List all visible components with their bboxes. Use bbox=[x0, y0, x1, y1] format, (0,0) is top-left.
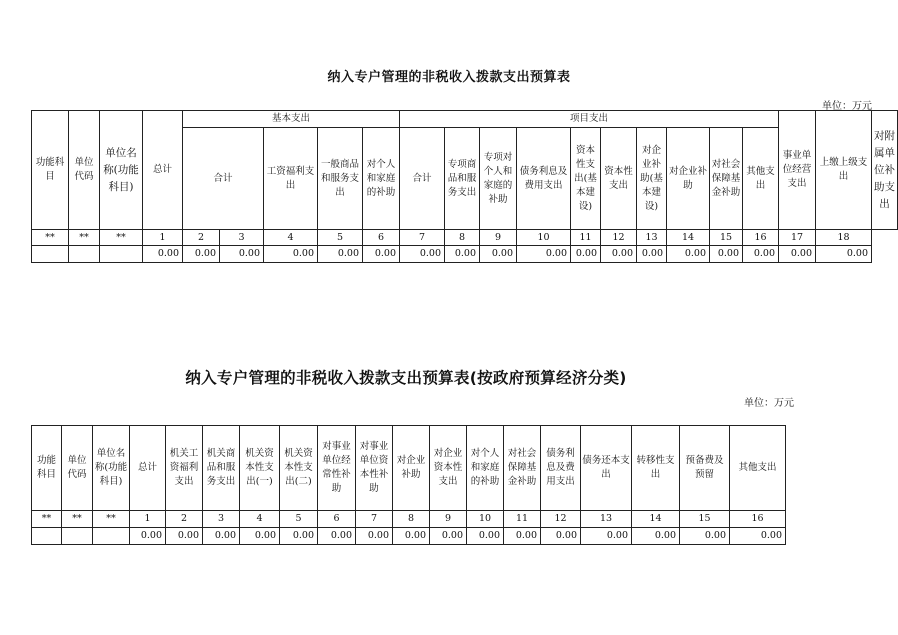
t2-header-14: 债务利息及费用支出 bbox=[541, 426, 581, 511]
t1-index-cell-3: 1 bbox=[143, 230, 183, 246]
t1-value-cell-9: 0.00 bbox=[400, 246, 445, 263]
t2-index-cell-2: ** bbox=[93, 511, 130, 528]
t1-index-cell-15: 13 bbox=[637, 230, 667, 246]
t2-value-row bbox=[32, 528, 786, 545]
t2-index-cell-14: 12 bbox=[541, 511, 581, 528]
t2-value-cell-9: 0.00 bbox=[356, 528, 393, 545]
t1-header-project-6: 对企业补助(基本建设) bbox=[637, 128, 667, 230]
t1-value-cell-18: 0.00 bbox=[743, 246, 779, 263]
t1-index-cell-10: 8 bbox=[445, 230, 480, 246]
t1-index-cell-1: ** bbox=[69, 230, 100, 246]
t2-index-cell-0: ** bbox=[32, 511, 62, 528]
t1-index-cell-0: ** bbox=[32, 230, 69, 246]
t2-value-cell-6: 0.00 bbox=[240, 528, 280, 545]
t2-index-cell-12: 10 bbox=[467, 511, 504, 528]
t2-header-9: 对事业单位资本性补助 bbox=[356, 426, 393, 511]
t2-index-cell-17: 15 bbox=[680, 511, 730, 528]
t1-header-project-8: 对社会保障基金补助 bbox=[710, 128, 743, 230]
table1-unit: 单位：万元 bbox=[822, 101, 872, 112]
t2-header-12: 对个人和家庭的补助 bbox=[467, 426, 504, 511]
t1-header-project-2: 专项对个人和家庭的补助 bbox=[480, 128, 517, 230]
t1-index-cell-20: 18 bbox=[816, 230, 872, 246]
t2-header-10: 对企业补助 bbox=[393, 426, 430, 511]
t2-index-cell-8: 6 bbox=[318, 511, 356, 528]
t1-value-cell-13: 0.00 bbox=[571, 246, 601, 263]
t1-header-project-5: 资本性支出 bbox=[601, 128, 637, 230]
t1-value-cell-5: 0.00 bbox=[220, 246, 264, 263]
t2-index-cell-3: 1 bbox=[130, 511, 166, 528]
t1-group-basic: 基本支出 bbox=[183, 111, 400, 128]
t2-value-cell-14: 0.00 bbox=[541, 528, 581, 545]
t1-value-cell-4: 0.00 bbox=[183, 246, 220, 263]
t2-value-cell-4: 0.00 bbox=[166, 528, 203, 545]
t1-value-cell-0 bbox=[32, 246, 69, 263]
t1-header-project-9: 其他支出 bbox=[743, 128, 779, 230]
t1-index-cell-17: 15 bbox=[710, 230, 743, 246]
t2-header-1: 单位代码 bbox=[62, 426, 93, 511]
t1-value-cell-16: 0.00 bbox=[667, 246, 710, 263]
t1-value-row bbox=[32, 246, 898, 263]
t1-header-project-1: 专项商品和服务支出 bbox=[445, 128, 480, 230]
t1-index-cell-11: 9 bbox=[480, 230, 517, 246]
t1-header-project-0: 合计 bbox=[400, 128, 445, 230]
t1-index-cell-6: 4 bbox=[264, 230, 318, 246]
t1-header-basic-0: 合计 bbox=[183, 128, 264, 230]
t2-value-cell-5: 0.00 bbox=[203, 528, 240, 545]
t2-header-13: 对社会保障基金补助 bbox=[504, 426, 541, 511]
t1-header-basic-2: 一般商品和服务支出 bbox=[318, 128, 363, 230]
t2-index-cell-18: 16 bbox=[730, 511, 786, 528]
t2-value-cell-7: 0.00 bbox=[280, 528, 318, 545]
t2-index-cell-1: ** bbox=[62, 511, 93, 528]
t2-value-cell-1 bbox=[62, 528, 93, 545]
t1-value-cell-7: 0.00 bbox=[318, 246, 363, 263]
t1-header-unit-name: 单位名称(功能科目) bbox=[100, 111, 143, 230]
t2-index-cell-10: 8 bbox=[393, 511, 430, 528]
t1-header-basic-3: 对个人和家庭的补助 bbox=[363, 128, 400, 230]
t2-header-2: 单位名称(功能科目) bbox=[93, 426, 130, 511]
t2-index-cell-15: 13 bbox=[581, 511, 632, 528]
t1-header-basic-1: 工资福利支出 bbox=[264, 128, 318, 230]
t2-header-4: 机关工资福利支出 bbox=[166, 426, 203, 511]
t1-index-cell-13: 11 bbox=[571, 230, 601, 246]
t2-index-cell-13: 11 bbox=[504, 511, 541, 528]
t1-value-cell-2 bbox=[100, 246, 143, 263]
t2-value-cell-0 bbox=[32, 528, 62, 545]
t2-value-cell-10: 0.00 bbox=[393, 528, 430, 545]
t1-index-cell-9: 7 bbox=[400, 230, 445, 246]
t2-value-cell-12: 0.00 bbox=[467, 528, 504, 545]
t1-index-cell-2: ** bbox=[100, 230, 143, 246]
t2-value-cell-16: 0.00 bbox=[632, 528, 680, 545]
t2-value-cell-11: 0.00 bbox=[430, 528, 467, 545]
t1-header-total: 总计 bbox=[143, 111, 183, 230]
table2-unit: 单位：万元 bbox=[744, 398, 794, 409]
table1-title: 纳入专户管理的非税收入拨款支出预算表 bbox=[327, 70, 571, 85]
t2-header-7: 机关资本性支出(二) bbox=[280, 426, 318, 511]
t1-index-cell-19: 17 bbox=[779, 230, 816, 246]
t2-index-cell-16: 14 bbox=[632, 511, 680, 528]
t2-index-cell-6: 4 bbox=[240, 511, 280, 528]
t2-value-cell-8: 0.00 bbox=[318, 528, 356, 545]
t1-index-cell-7: 5 bbox=[318, 230, 363, 246]
t2-header-11: 对企业资本性支出 bbox=[430, 426, 467, 511]
t1-value-cell-10: 0.00 bbox=[445, 246, 480, 263]
t2-header-8: 对事业单位经常性补助 bbox=[318, 426, 356, 511]
t1-index-row bbox=[32, 230, 898, 246]
t2-header-3: 总计 bbox=[130, 426, 166, 511]
t1-value-cell-20: 0.00 bbox=[816, 246, 872, 263]
t1-index-cell-4: 2 bbox=[183, 230, 220, 246]
t1-header-tail-1: 上缴上级支出 bbox=[816, 111, 872, 230]
t1-value-cell-11: 0.00 bbox=[480, 246, 517, 263]
t1-header-tail-2: 对附属单位补助支出 bbox=[872, 111, 898, 230]
t1-index-cell-14: 12 bbox=[601, 230, 637, 246]
t2-header-17: 预备费及预留 bbox=[680, 426, 730, 511]
t2-index-cell-4: 2 bbox=[166, 511, 203, 528]
t2-header-6: 机关资本性支出(一) bbox=[240, 426, 280, 511]
t2-value-cell-2 bbox=[93, 528, 130, 545]
t1-value-cell-15: 0.00 bbox=[637, 246, 667, 263]
t1-index-cell-8: 6 bbox=[363, 230, 400, 246]
t1-header-tail-0: 事业单位经营支出 bbox=[779, 111, 816, 230]
t1-value-cell-14: 0.00 bbox=[601, 246, 637, 263]
table1 bbox=[31, 110, 898, 263]
t2-header-16: 转移性支出 bbox=[632, 426, 680, 511]
t1-value-cell-8: 0.00 bbox=[363, 246, 400, 263]
t2-value-cell-15: 0.00 bbox=[581, 528, 632, 545]
t1-index-cell-18: 16 bbox=[743, 230, 779, 246]
t1-index-cell-12: 10 bbox=[517, 230, 571, 246]
t2-index-row bbox=[32, 511, 786, 528]
t2-header-18: 其他支出 bbox=[730, 426, 786, 511]
t1-header-unit-code: 单位代码 bbox=[69, 111, 100, 230]
t2-index-cell-11: 9 bbox=[430, 511, 467, 528]
t1-value-cell-17: 0.00 bbox=[710, 246, 743, 263]
t2-value-cell-17: 0.00 bbox=[680, 528, 730, 545]
t1-index-cell-16: 14 bbox=[667, 230, 710, 246]
table2-title: 纳入专户管理的非税收入拨款支出预算表(按政府预算经济分类) bbox=[185, 369, 627, 387]
t2-value-cell-3: 0.00 bbox=[130, 528, 166, 545]
t1-header-project-3: 债务利息及费用支出 bbox=[517, 128, 571, 230]
t2-header-row bbox=[32, 426, 786, 511]
t2-index-cell-9: 7 bbox=[356, 511, 393, 528]
t1-value-cell-1 bbox=[69, 246, 100, 263]
t2-header-0: 功能科目 bbox=[32, 426, 62, 511]
t2-header-15: 债务还本支出 bbox=[581, 426, 632, 511]
table2 bbox=[31, 425, 786, 545]
t1-value-cell-19: 0.00 bbox=[779, 246, 816, 263]
t2-header-5: 机关商品和服务支出 bbox=[203, 426, 240, 511]
t1-value-cell-3: 0.00 bbox=[143, 246, 183, 263]
t1-header-func-subject: 功能科目 bbox=[32, 111, 69, 230]
t2-value-cell-18: 0.00 bbox=[730, 528, 786, 545]
t1-value-cell-12: 0.00 bbox=[517, 246, 571, 263]
t2-index-cell-7: 5 bbox=[280, 511, 318, 528]
t2-index-cell-5: 3 bbox=[203, 511, 240, 528]
t1-header-project-7: 对企业补助 bbox=[667, 128, 710, 230]
t2-value-cell-13: 0.00 bbox=[504, 528, 541, 545]
t1-index-cell-5: 3 bbox=[220, 230, 264, 246]
t1-value-cell-6: 0.00 bbox=[264, 246, 318, 263]
t1-group-project: 项目支出 bbox=[400, 111, 779, 128]
t1-header-project-4: 资本性支出(基本建设) bbox=[571, 128, 601, 230]
